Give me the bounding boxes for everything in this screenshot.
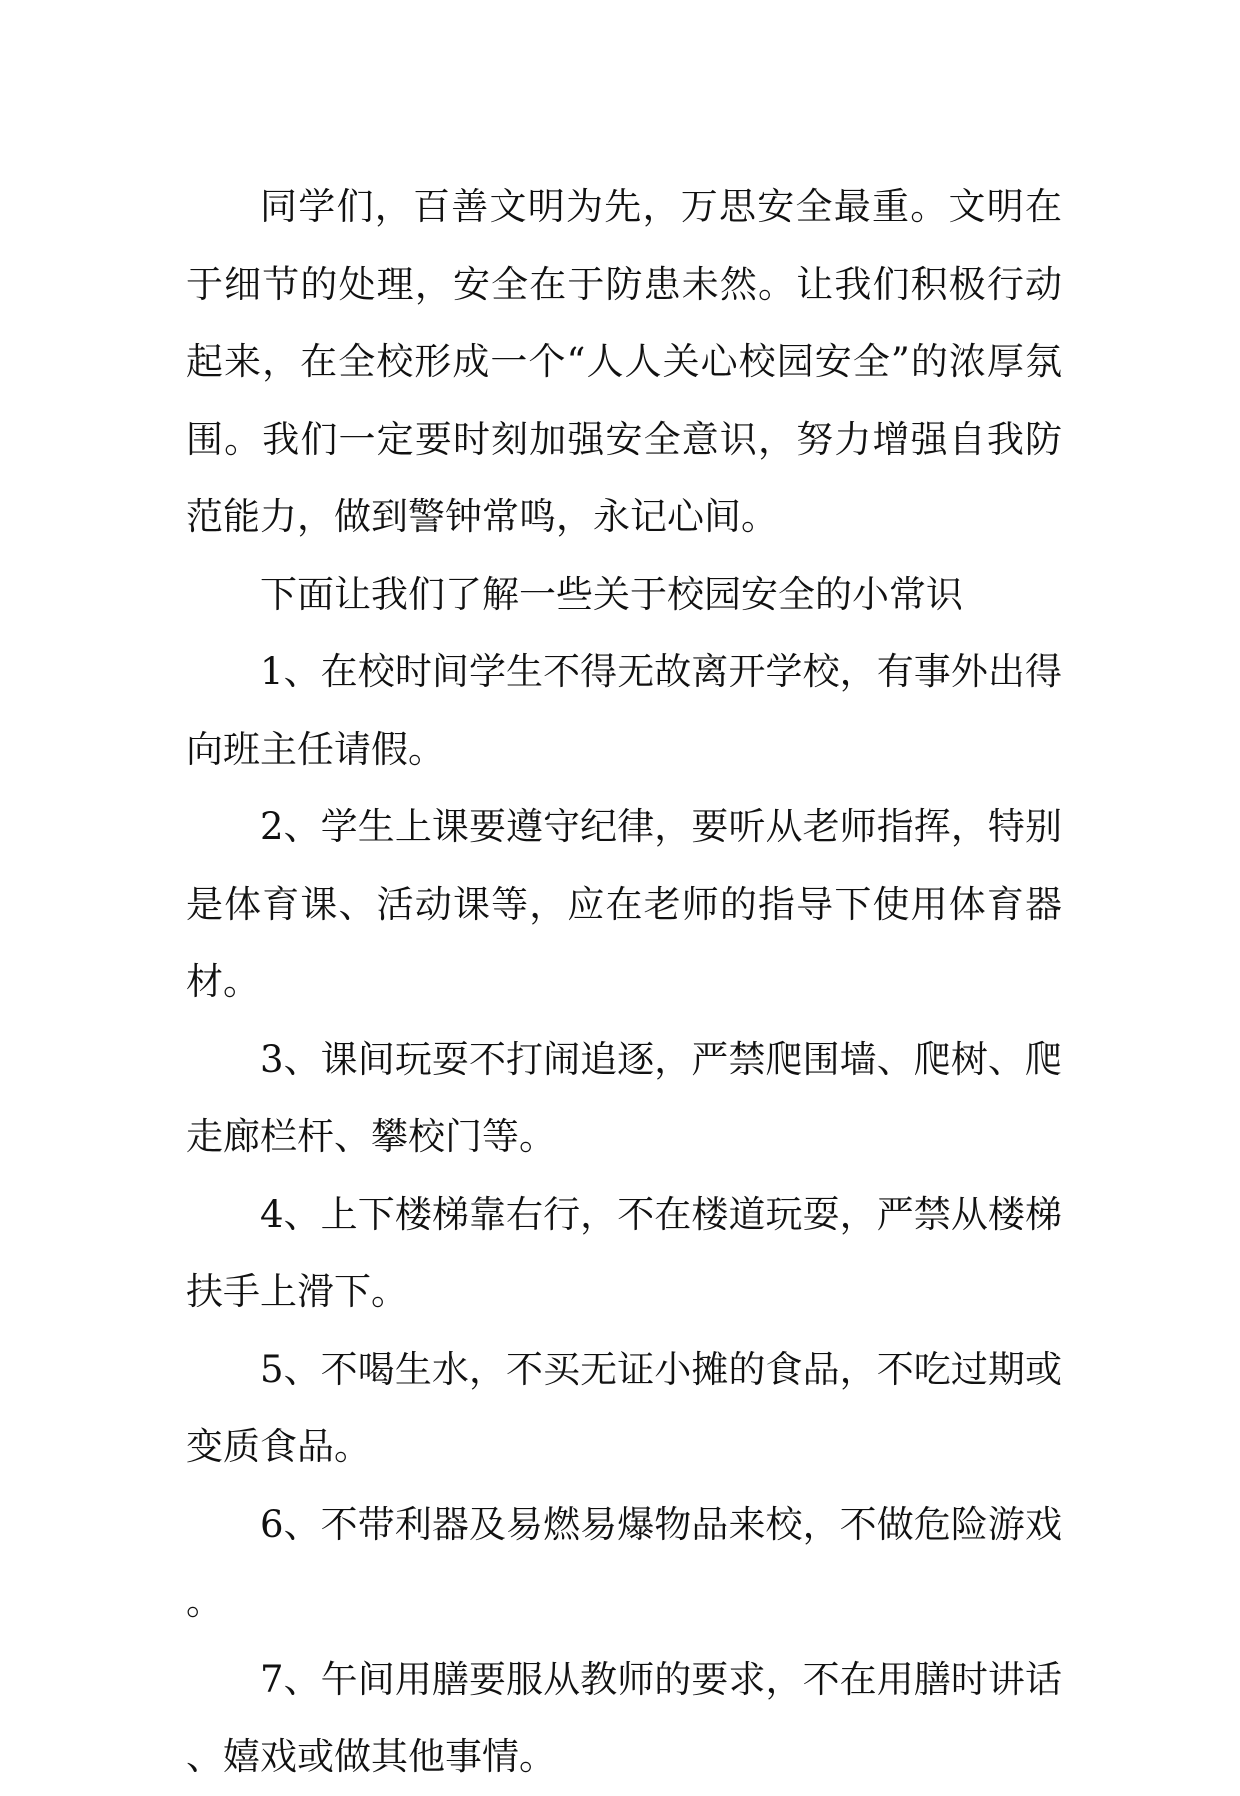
safety-tip-2: 2、学生上课要遵守纪律，要听从老师指挥，特别是体育课、活动课等，应在老师的指导下使用体育器材。 — [186, 805, 1062, 1003]
document-body — [186, 168, 1062, 1796]
safety-tip-5: 5、不喝生水，不买无证小摊的食品，不吃过期或变质食品。 — [186, 1347, 1062, 1468]
intro-paragraph: 同学们，百善文明为先，万思安全最重。文明在于细节的处理，安全在于防患未然。让我们积极行动起来，在全校形成一个“人人关心校园安全”的浓厚氛围。我们一定要时刻加强安全意识，努力增强自我防范能力，做到警钟常鸣，永记心间。 — [186, 185, 1062, 538]
safety-tip-6: 6、不带利器及易燃易爆物品来校，不做危险游戏。 — [186, 1502, 1062, 1623]
tips-heading-paragraph: 下面让我们了解一些关于校园安全的小常识 — [260, 572, 963, 616]
safety-tip-7: 7、午间用膳要服从教师的要求，不在用膳时讲话、嬉戏或做其他事情。 — [186, 1657, 1062, 1778]
safety-tip-3: 3、课间玩耍不打闹追逐，严禁爬围墙、爬树、爬走廊栏杆、攀校门等。 — [186, 1037, 1062, 1158]
safety-tip-4: 4、上下楼梯靠右行，不在楼道玩耍，严禁从楼梯扶手上滑下。 — [186, 1192, 1062, 1313]
safety-tip-1: 1、在校时间学生不得无故离开学校，有事外出得向班主任请假。 — [186, 650, 1062, 771]
